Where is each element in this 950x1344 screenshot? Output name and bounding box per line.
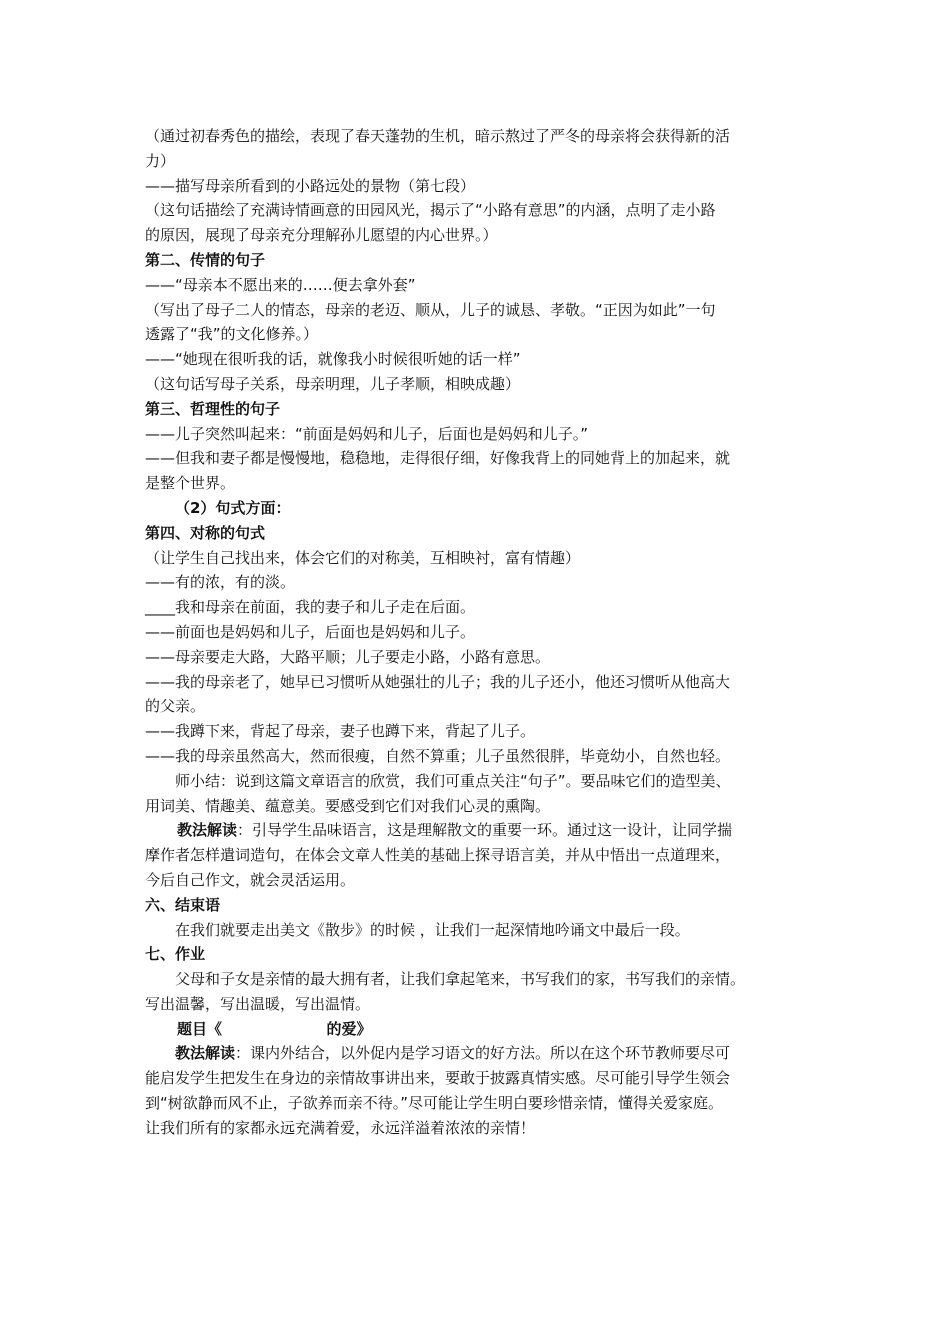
text-line: ——我的母亲虽然高大，然而很瘦，自然不算重；儿子虽然很胖，毕竟幼小，自然也轻。: [145, 746, 731, 765]
text-line: ——有的浓，有的淡。: [145, 573, 296, 592]
text-line: 让我们所有的家都永远充满着爱，永远洋溢着浓浓的亲情！: [145, 1118, 536, 1137]
text-line: （这句话写母子关系，母亲明理，儿子孝顺，相映成趣）: [145, 374, 521, 393]
text-line: 的原因，展现了母亲充分理解孙儿愿望的内心世界。）: [145, 226, 498, 245]
text-line: （这句话描绘了充满诗情画意的田园风光，揭示了“小路有意思”的内涵，点明了走小路: [145, 201, 716, 220]
text-line: 写出温馨，写出温暖，写出温情。: [145, 994, 371, 1013]
section-heading: 六、结束语: [145, 895, 221, 914]
text-line: ——母亲要走大路，大路平顺；儿子要走小路，小路有意思。: [145, 647, 551, 666]
text-line: （通过初春秀色的描绘，表现了春天蓬勃的生机，暗示熬过了严冬的母亲将会获得新的活: [145, 127, 731, 145]
text-line: 是整个世界。: [145, 474, 236, 493]
text-line: 到“树欲静而风不止，子欲养而亲不待。”尽可能让学生明白要珍惜亲情，懂得关爱家庭。: [145, 1094, 724, 1113]
subsection-heading: （2）句式方面：: [175, 498, 291, 517]
text-line: ——儿子突然叫起来：“前面是妈妈和儿子，后面也是妈妈和儿子。”: [145, 424, 589, 443]
text-line: 透露了“我”的文化修养。）: [145, 325, 319, 344]
section-heading: 第三、哲理性的句子: [145, 399, 281, 418]
text-line: ——我蹲下来，背起了母亲，妻子也蹲下来，背起了儿子。: [145, 722, 536, 741]
method-note-line: [145, 818, 835, 843]
text-line: 今后自己作文，就会灵活运用。: [145, 870, 356, 889]
text-line: 师小结：说到这篇文章语言的欣赏，我们可重点关注“句子”。要品味它们的造型美、: [175, 771, 731, 790]
section-heading: 第四、对称的句式: [145, 523, 266, 542]
document-body: [145, 124, 835, 1141]
text-line: ——“母亲本不愿出来的……便去拿外套”: [145, 275, 416, 294]
text-line: ——我的母亲老了，她早已习惯听从她强壮的儿子；我的儿子还小，他还习惯听从他高大: [145, 672, 731, 691]
method-note-text: ：引导学生品味语言，这是理解散文的重要一环。通过这一设计，让同学揣: [237, 821, 733, 840]
text-line: 力）: [145, 151, 176, 170]
text-line: （让学生自己找出来，体会它们的对称美，互相映衬，富有情趣）: [145, 548, 581, 567]
text-line: ——“她现在很听我的话，就像我小时候很听她的话一样”: [145, 350, 521, 369]
method-note-label: 教法解读: [177, 821, 238, 840]
assignment-title: 题目《 的爱》: [177, 1019, 372, 1038]
text-line: 摩作者怎样遣词造句，在体会文章人性美的基础上探寻语言美，并从中悟出一点道理来，: [145, 846, 731, 865]
method-note-line: [145, 1041, 835, 1066]
text-line: （写出了母子二人的情态，母亲的老迈、顺从，儿子的诚恳、孝敬。“正因为如此”一句: [145, 300, 716, 319]
text-line: 在我们就要走出美文《散步》的时候 ，让我们一起深情地吟诵文中最后一段。: [175, 920, 690, 939]
text-line: 用词美、情趣美、蕴意美。要感受到它们对我们心灵的熏陶。: [145, 796, 551, 815]
text-line: ——但我和妻子都是慢慢地，稳稳地，走得很仔细，好像我背上的同她背上的加起来，就: [145, 449, 731, 468]
method-note-label: 教法解读: [175, 1044, 236, 1063]
section-heading: 第二、传情的句子: [145, 250, 266, 269]
text-line: 的父亲。: [145, 697, 206, 716]
text-line: ____我和母亲在前面，我的妻子和儿子走在后面。: [145, 598, 476, 617]
method-note-text: ：课内外结合，以外促内是学习语文的好方法。所以在这个环节教师要尽可: [235, 1044, 731, 1063]
text-line: ——前面也是妈妈和儿子，后面也是妈妈和儿子。: [145, 622, 476, 641]
text-line: ——描写母亲所看到的小路远处的景物（第七段）: [145, 176, 476, 195]
text-line: 父母和子女是亲情的最大拥有者，让我们拿起笔来，书写我们的家，书写我们的亲情。: [175, 970, 746, 989]
text-line: 能启发学生把发生在身边的亲情故事讲出来，要敢于披露真情实感。尽可能引导学生领会: [145, 1069, 731, 1088]
section-heading: 七、作业: [145, 945, 206, 964]
